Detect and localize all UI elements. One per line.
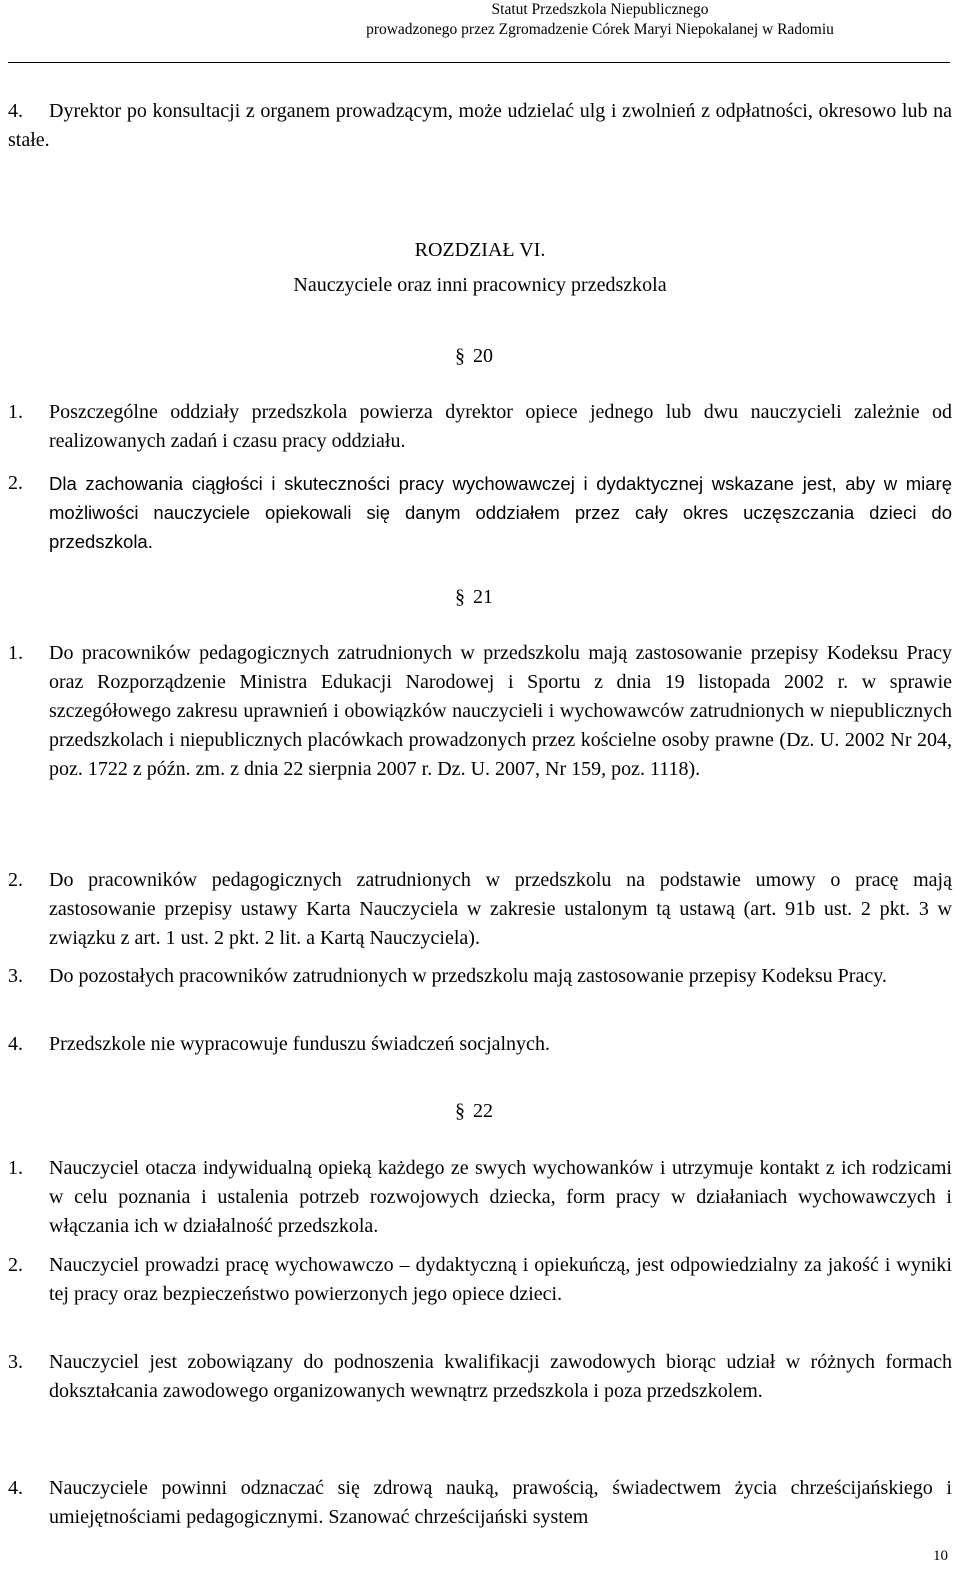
- list-item-text: Nauczyciel otacza indywidualną opieką każdego ze swych wychowanków i utrzymuje kontakt z ich rodzicami w celu poznania i ustalenia potrzeb rozwojowych dziecka, form pracy w działaniach wychowawczych i włączania ich w działalność przedszkola.: [49, 1157, 952, 1237]
- section-sign-icon: §: [455, 1100, 465, 1122]
- intro-paragraph-number: 4.: [8, 100, 23, 122]
- list-item: [8, 398, 952, 456]
- list-item-text: Nauczyciele powinni odznaczać się zdrową nauką, prawością, świadectwem życia chrześcijańskiego i umiejętnościami pedagogicznymi. Szanować chrześcijański system: [49, 1477, 952, 1528]
- list-item: [8, 866, 952, 953]
- section-heading-22: [455, 1097, 575, 1125]
- list-item: [8, 1348, 952, 1406]
- header-subtitle: prowadzonego przez Zgromadzenie Córek Maryi Niepokalanej w Radomiu: [366, 21, 834, 38]
- list-item-number: 3.: [8, 1351, 23, 1373]
- list-item-number: 4.: [8, 1033, 23, 1055]
- section-number: 22: [473, 1100, 493, 1122]
- intro-paragraph: [8, 97, 952, 155]
- list-item-text: Nauczyciel prowadzi pracę wychowawczo – dydaktyczną i opiekuńczą, jest odpowiedzialny za jakość i wyniki tej pracy oraz bezpieczeństwo powierzonych jego opiece dzieci.: [49, 1254, 952, 1305]
- intro-paragraph-text: Dyrektor po konsultacji z organem prowadzącym, może udzielać ulg i zwolnień z odpłatności, okresowo lub na stałe.: [8, 100, 952, 151]
- section-heading-21: [455, 583, 575, 611]
- list-item-text: Do pracowników pedagogicznych zatrudnionych w przedszkolu na podstawie umowy o pracę mają zastosowanie przepisy ustawy Karta Nauczyciela w zakresie ustalonym tą ustawą (art. 91b ust. 2 pkt. 3 w związku z art. 1 ust. 2 pkt. 2 lit. a Kartą Nauczyciela).: [49, 869, 952, 949]
- list-item: [8, 962, 952, 991]
- chapter-title: ROZDZIAŁ VI.: [414, 239, 546, 261]
- list-item-text: Przedszkole nie wypracowuje funduszu świadczeń socjalnych.: [49, 1033, 550, 1055]
- chapter-subtitle: Nauczyciele oraz inni pracownicy przedszkola: [293, 274, 667, 296]
- page-number: 10: [933, 1548, 948, 1564]
- list-item-number: 3.: [8, 965, 23, 987]
- list-item: [8, 639, 952, 784]
- section-sign-icon: §: [455, 345, 465, 367]
- header-title: Statut Przedszkola Niepublicznego: [491, 1, 709, 18]
- list-item-text: Poszczególne oddziały przedszkola powierza dyrektor opiece jednego lub dwu nauczycieli zależnie od realizowanych zadań i czasu pracy oddziału.: [49, 401, 952, 452]
- list-item-number: 2.: [8, 869, 23, 891]
- list-item: [8, 469, 952, 556]
- section-number: 20: [473, 345, 493, 367]
- document-header: [250, 0, 950, 40]
- list-item: [8, 1030, 952, 1059]
- list-item: [8, 1251, 952, 1309]
- list-item-text: Do pozostałych pracowników zatrudnionych w przedszkolu mają zastosowanie przepisy Kodeksu Pracy.: [49, 965, 887, 987]
- list-item-number: 2.: [8, 1254, 23, 1276]
- list-item-text: Dla zachowania ciągłości i skuteczności pracy wychowawczej i dydaktycznej wskazane jest, aby w miarę możliwości nauczyciele opiekowali się danym oddziałem przez cały okres uczęszczania dzieci do przedszkola.: [49, 473, 952, 552]
- list-item: [8, 1474, 952, 1532]
- section-heading-20: [455, 342, 575, 370]
- list-item-number: 1.: [8, 642, 23, 664]
- list-item-number: 2.: [8, 472, 23, 494]
- list-item-text: Do pracowników pedagogicznych zatrudnionych w przedszkolu mają zastosowanie przepisy Kodeksu Pracy oraz Rozporządzenie Ministra Edukacji Narodowej i Sportu z dnia 19 listopada 2002 r. w sprawie szczegółowego zakresu uprawnień i obowiązków nauczycieli i wychowawców zatrudnionych w niepublicznych przedszkolach i niepublicznych placówkach prowadzonych przez kościelne osoby prawne (Dz. U. 2002 Nr 204, poz. 1722 z późn. zm. z dnia 22 sierpnia 2007 r. Dz. U. 2007, Nr 159, poz. 1118).: [49, 642, 952, 780]
- list-item: [8, 1154, 952, 1241]
- section-sign-icon: §: [455, 586, 465, 608]
- list-item-number: 1.: [8, 401, 23, 423]
- header-divider: [8, 62, 950, 63]
- section-number: 21: [473, 586, 493, 608]
- list-item-number: 4.: [8, 1477, 23, 1499]
- list-item-number: 1.: [8, 1157, 23, 1179]
- list-item-text: Nauczyciel jest zobowiązany do podnoszenia kwalifikacji zawodowych biorąc udział w różnych formach dokształcania zawodowego organizowanych wewnątrz przedszkola i poza przedszkolem.: [49, 1351, 952, 1402]
